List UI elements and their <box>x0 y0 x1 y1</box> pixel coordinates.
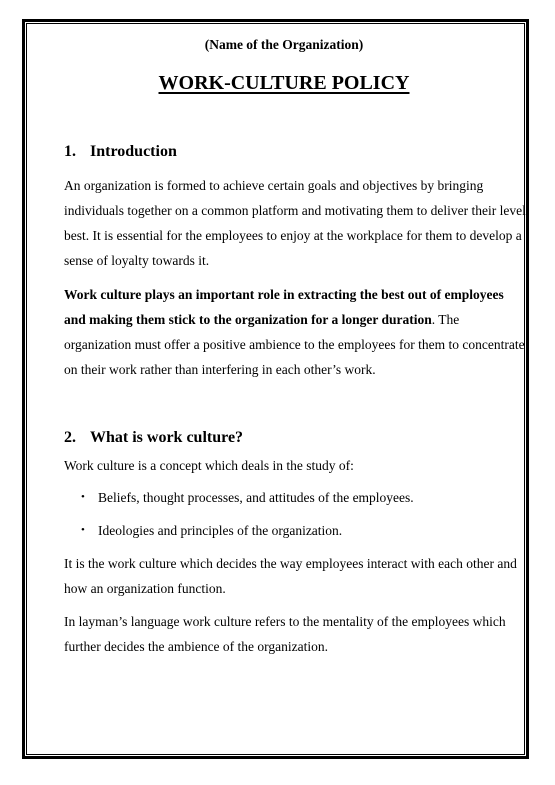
section-1-number: 1. <box>64 143 76 160</box>
paragraph-line: further decides the ambience of the organization. <box>64 639 329 654</box>
bold-text: Work culture plays an important role in extracting the best out of employees <box>64 287 504 302</box>
paragraph-line: In layman’s language work culture refers to the mentality of the employees which <box>64 614 506 629</box>
list-item <box>64 518 504 543</box>
bold-text: and making them stick to the organization for a longer duration <box>64 312 432 327</box>
paragraph-line: best. It is essential for the employees to enjoy at the workplace for them to develop a <box>64 228 522 243</box>
list-item-text: Ideologies and principles of the organization. <box>98 523 343 538</box>
section-2-intro: Work culture is a concept which deals in the study of: <box>64 458 354 473</box>
paragraph-line: sense of loyalty towards it. <box>64 253 210 268</box>
bullet-icon: • <box>81 524 85 536</box>
paragraph-line: organization must offer a positive ambience to the employees for them to concentrate <box>64 337 525 352</box>
paragraph-line <box>64 282 504 307</box>
paragraph-line: An organization is formed to achieve certain goals and objectives by bringing <box>64 178 484 193</box>
list-item-text: Beliefs, thought processes, and attitudes of the employees. <box>98 490 414 505</box>
section-1-paragraph-2 <box>64 282 525 382</box>
section-1-title: Introduction <box>90 143 177 160</box>
section-1-heading <box>64 141 504 163</box>
document-body <box>64 35 526 659</box>
list-item <box>64 485 504 510</box>
paragraph-line: individuals together on a common platform and motivating them to deliver their level <box>64 203 526 218</box>
section-2-bullet-list <box>64 485 504 543</box>
bullet-icon: • <box>81 491 85 503</box>
section-2-title: What is work culture? <box>90 429 244 446</box>
paragraph-line: on their work rather than interfering in each other’s work. <box>64 362 376 377</box>
document-title: WORK-CULTURE POLICY <box>158 72 410 94</box>
section-1-paragraph-1 <box>64 173 526 273</box>
paragraph-line: how an organization function. <box>64 581 226 596</box>
section-2-number: 2. <box>64 429 76 446</box>
organization-name: (Name of the Organization) <box>204 37 364 52</box>
paragraph-line <box>64 307 504 332</box>
paragraph-line: It is the work culture which decides the way employees interact with each other and <box>64 556 517 571</box>
section-2-paragraph-2 <box>64 609 504 659</box>
section-2-paragraph-1 <box>64 551 517 601</box>
regular-text: . The <box>431 312 460 327</box>
section-2-heading <box>64 427 504 449</box>
